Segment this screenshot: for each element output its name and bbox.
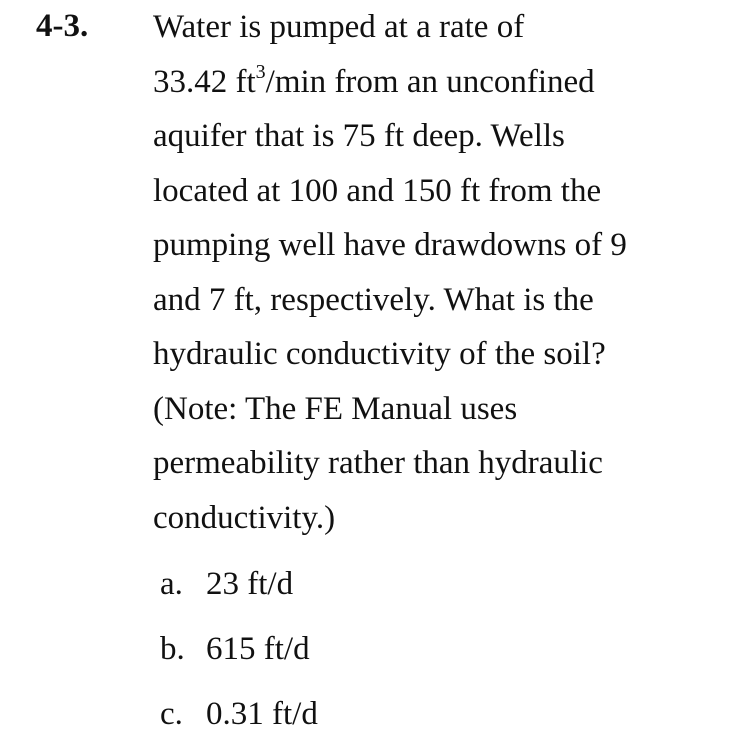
statement-line-7: hydraulic conductivity of the soil? <box>153 336 606 372</box>
statement-line-3: aquifer that is 75 ft deep. Wells <box>153 118 565 154</box>
statement-line-5: pumping well have drawdowns of 9 <box>153 227 627 263</box>
choice-a[interactable] <box>160 552 318 617</box>
statement-line-1: Water is pumped at a rate of <box>153 9 525 45</box>
statement-line-9: permeability rather than hydraulic <box>153 445 603 481</box>
statement-line-4: located at 100 and 150 ft from the <box>153 172 602 209</box>
pump-rate-value: 33.42 ft <box>153 63 256 100</box>
statement-line-10: conductivity.) <box>153 499 336 536</box>
choice-b[interactable] <box>160 617 318 682</box>
pump-rate-exponent: 3 <box>255 60 266 83</box>
choice-c[interactable] <box>160 682 318 747</box>
choice-a-text: 23 ft/d <box>206 566 294 602</box>
statement-line-2 <box>153 55 733 110</box>
choice-b-text: 615 ft/d <box>206 631 310 667</box>
problem-number: 4-3. <box>36 8 89 44</box>
choice-a-letter: a. <box>160 566 183 602</box>
choice-c-text: 0.31 ft/d <box>206 696 318 732</box>
statement-line-2-rest: /min from an unconfined <box>265 63 595 100</box>
statement-line-6: and 7 ft, respectively. What is the <box>153 281 594 318</box>
statement-line-8: (Note: The FE Manual uses <box>153 390 518 427</box>
answer-choices <box>160 552 318 747</box>
problem-statement <box>153 0 733 545</box>
choice-c-letter: c. <box>160 696 183 732</box>
choice-b-letter: b. <box>160 631 185 667</box>
